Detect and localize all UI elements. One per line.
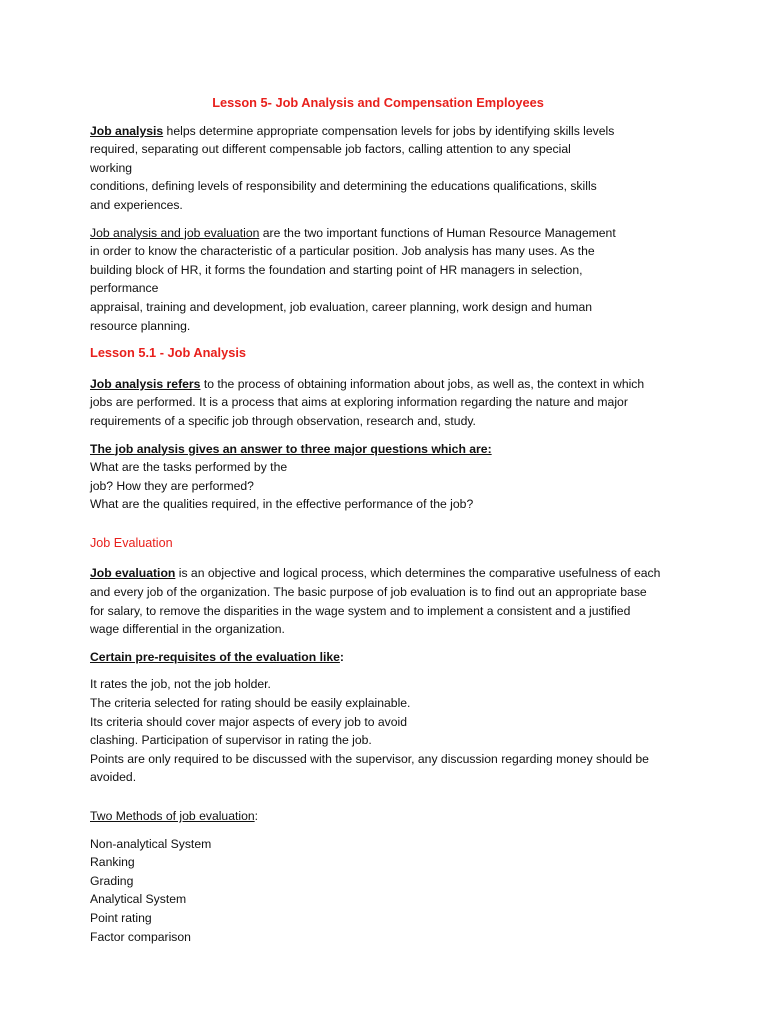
paragraph-text: building block of HR, it forms the foundation and starting point of HR managers in selection, [90,262,583,277]
method-list-item: Ranking [90,855,135,870]
method-list-item: Non-analytical System [90,836,212,851]
question-text: job? How they are performed? [90,478,254,493]
section-heading-job-evaluation: Job Evaluation [90,535,173,550]
document-title: Lesson 5- Job Analysis and Compensation Employees [212,95,544,110]
method-list-item: Analytical System [90,892,187,907]
prerequisites-block [90,648,666,787]
evaluation-methods-heading: Two Methods of job evaluation [90,809,255,823]
job-analysis-intro-paragraph [90,122,666,215]
method-list-item: Point rating [90,910,152,925]
paragraph-text: for salary, to remove the disparities in the wage system and to implement a consistent and a justified [90,603,631,618]
paragraph-text: and experiences. [90,197,183,212]
prerequisite-text: avoided. [90,770,137,785]
paragraph-text: required, separating out different compensable job factors, calling attention to any special [90,142,571,157]
paragraph-text: is an objective and logical process, which determines the comparative usefulness of each [175,566,661,581]
paragraph-text: performance [90,281,159,296]
prerequisites-colon: : [339,649,344,664]
prerequisite-text: Its criteria should cover major aspects of every job to avoid [90,714,408,729]
paragraph-text: conditions, defining levels of responsibility and determining the educations qualifications, skills [90,179,597,194]
job-evaluation-term: Job evaluation [90,566,176,581]
section-heading-job-analysis: Lesson 5.1 - Job Analysis [90,345,246,361]
job-evaluation-paragraph [90,564,666,638]
job-analysis-evaluation-paragraph [90,224,666,336]
paragraph-text: to the process of obtaining information about jobs, as well as, the context in which [200,376,645,391]
major-questions-heading: The job analysis gives an answer to three major questions which are: [90,441,492,456]
job-analysis-refers-term: Job analysis refers [90,376,201,391]
prerequisites-heading: Certain pre-requisites of the evaluation like [90,649,340,664]
paragraph-text: wage differential in the organization. [90,622,285,637]
prerequisite-text: clashing. Participation of supervisor in rating the job. [90,733,372,748]
evaluation-methods-colon: : [254,809,259,823]
question-text: What are the qualities required, in the effective performance of the job? [90,497,474,512]
major-questions-block [90,440,666,514]
paragraph-text: resource planning. [90,318,191,333]
job-analysis-evaluation-term: Job analysis and job evaluation [90,225,260,240]
paragraph-text: working [90,160,132,175]
paragraph-text: and every job of the organization. The basic purpose of job evaluation is to find out an appropriate base [90,585,647,600]
method-list-item: Factor comparison [90,929,191,944]
job-analysis-definition-paragraph [90,375,666,431]
document-page [90,94,666,946]
question-text: What are the tasks performed by the [90,460,288,475]
evaluation-methods-block [90,807,666,946]
paragraph-text: are the two important functions of Human Resource Management [259,225,616,240]
paragraph-text: jobs are performed. It is a process that aims at exploring information regarding the nature and major [90,395,628,410]
paragraph-text: helps determine appropriate compensation levels for jobs by identifying skills levels [163,123,615,138]
prerequisite-text: The criteria selected for rating should be easily explainable. [90,696,411,711]
prerequisite-text: Points are only required to be discussed with the supervisor, any discussion regarding money should be [90,751,649,766]
job-analysis-term: Job analysis [90,123,164,138]
paragraph-text: in order to know the characteristic of a particular position. Job analysis has many uses. As the [90,244,595,259]
prerequisite-text: It rates the job, not the job holder. [90,677,271,692]
paragraph-text: requirements of a specific job through observation, research and, study. [90,413,476,428]
paragraph-text: appraisal, training and development, job evaluation, career planning, work design and human [90,299,593,314]
method-list-item: Grading [90,873,134,888]
